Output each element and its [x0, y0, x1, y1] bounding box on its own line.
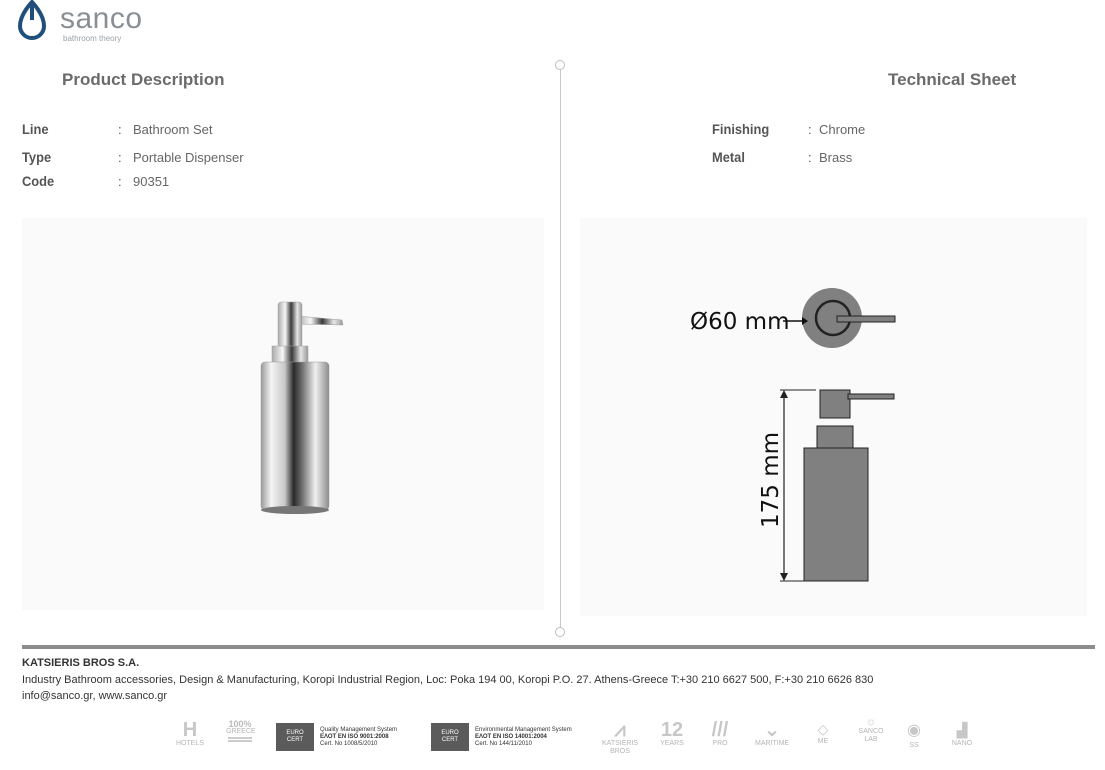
company-name: KATSIERIS BROS S.A.	[22, 657, 140, 669]
brand-tagline: bathroom theory	[63, 34, 122, 43]
hotels-icon: H HOTELS	[175, 719, 204, 747]
colon: :	[118, 122, 122, 137]
dispenser-photo	[22, 218, 544, 610]
colon: :	[808, 122, 812, 137]
label-finishing: Finishing	[712, 121, 770, 137]
value-code: 90351	[133, 174, 170, 189]
height-label: 175 mm	[758, 431, 784, 528]
value-line: Bathroom Set	[133, 122, 213, 137]
technical-sheet-title: Technical Sheet	[888, 70, 1017, 89]
company-address: Industry Bathroom accessories, Design & Manufacturing, Koropi Industrial Region, Loc: Poka 194 00, Koropi P.O. 27. Athens-Greece T:+30 210 6627 500, F:+30 210 6626 830	[22, 674, 874, 686]
company-contact: info@sanco.gr, www.sanco.gr	[22, 690, 168, 702]
dispenser-drawing	[580, 218, 1087, 616]
footer-rule	[22, 645, 1095, 649]
value-type: Portable Dispenser	[133, 150, 244, 165]
product-description-title: Product Description	[62, 70, 225, 89]
label-line: Line	[22, 121, 49, 137]
label-type: Type	[22, 149, 52, 165]
label-metal: Metal	[712, 149, 745, 165]
maritime-icon: ⌄ MARITIME	[755, 719, 790, 747]
section-divider	[560, 68, 561, 632]
pro-icon: /// PRO	[711, 719, 729, 747]
technical-drawing-panel	[580, 218, 1087, 616]
label-code: Code	[22, 173, 55, 189]
iso-9001-badge: EURO CERT Quality Management System ΕΛΟΤ EN ISO 9001:2008 Cert. No 1008/5/2010	[276, 720, 416, 754]
value-finishing: Chrome	[819, 122, 866, 137]
colon: :	[118, 174, 122, 189]
ss-icon: ◉ SS	[907, 722, 921, 749]
me-icon: ◇ ME	[817, 721, 829, 745]
value-metal: Brass	[819, 150, 853, 165]
drop-icon	[14, 0, 50, 42]
divider-dot-top	[555, 60, 565, 70]
nano-icon: ▟ NANO	[951, 722, 973, 747]
katsieris-bros-icon: ⩘ KATSIERIS BROS	[602, 719, 639, 755]
diameter-label: Ø60 mm	[690, 309, 790, 335]
product-photo-panel	[22, 218, 544, 610]
years-icon: 12 YEARS	[660, 719, 684, 747]
colon: :	[118, 150, 122, 165]
divider-dot-bottom	[555, 627, 565, 637]
iso-14001-badge: EURO CERT Environmental Management System ΕΛΟΤ EN ISO 14001:2004 Cert. No 144/11/2010	[431, 720, 591, 754]
greece-icon: 100% GREECE	[226, 720, 254, 754]
sanco-lab-icon: ☼ SANCO LAB	[858, 714, 884, 743]
brand-name: sanco	[60, 2, 143, 35]
colon: :	[808, 150, 812, 165]
brand-logo	[8, 0, 148, 44]
